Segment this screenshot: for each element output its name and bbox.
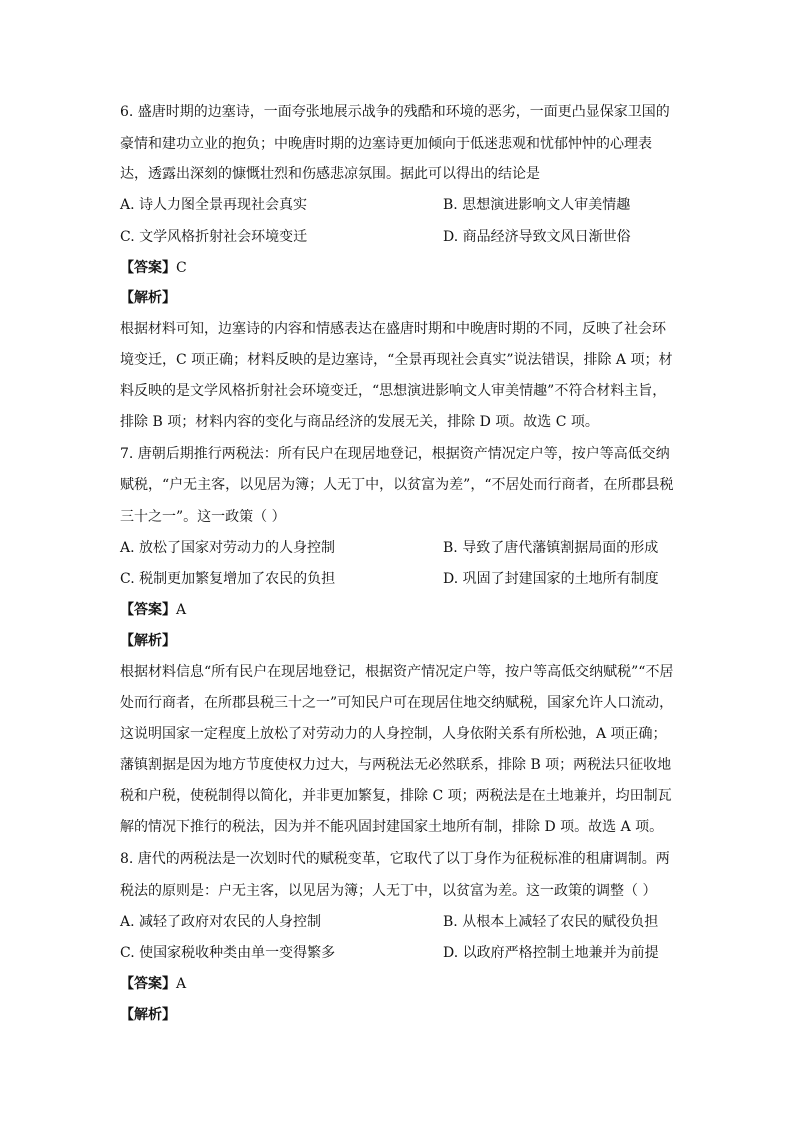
q6-option-c: C. 文学风格折射社会环境变迁 <box>120 229 308 245</box>
q8-option-b: B. 从根本上减轻了农民的赋役负担 <box>443 914 659 930</box>
q6-analysis-line-3: 料反映的是文学风格折射社会环境变迁，“思想演进影响文人审美情趣”不符合材料主旨， <box>120 383 667 399</box>
q6-answer-value: C <box>176 260 187 276</box>
q7-answer-value: A <box>176 602 187 618</box>
q7-answer <box>120 600 186 620</box>
q8-option-a: A. 减轻了政府对农民的人身控制 <box>120 914 322 930</box>
q6-analysis-line-2: 境变迁，C 项正确；材料反映的是边塞诗，“全景再现社会真实”说法错误，排除 A 项；材 <box>120 352 673 368</box>
q7-stem-line-2: 赋税，“户无主客，以见居为簿；人无丁中，以贫富为差”，“不居处而行商者，在所郡县税 <box>120 477 674 493</box>
q6-analysis-line-1: 根据材料可知，边塞诗的内容和情感表达在盛唐时期和中晚唐时期的不同，反映了社会环 <box>120 321 666 337</box>
q8-option-c: C. 使国家税收种类由单一变得繁多 <box>120 945 336 961</box>
q6-option-d: D. 商品经济导致文风日渐世俗 <box>443 229 631 245</box>
q8-stem-line-1: 8. 唐代的两税法是一次划时代的赋税变革，它取代了以丁身作为征税标准的租庸调制。两 <box>120 851 670 867</box>
q7-stem-line-3: 三十之一”。这一政策（ ） <box>120 509 286 525</box>
q8-analysis-label: 【解析】 <box>120 1007 176 1023</box>
q8-stem-line-2: 税法的原则是：户无主客，以见居为簿；人无丁中，以贫富为差。这一政策的调整（ ） <box>120 883 657 899</box>
q7-analysis-line-5: 税和户税，使税制得以简化，并非更加繁复，排除 C 项；两税法是在土地兼并，均田制瓦 <box>120 788 672 804</box>
q7-analysis-line-3: 这说明国家一定程度上放松了对劳动力的人身控制，人身依附关系有所松弛，A 项正确； <box>120 726 667 742</box>
q7-analysis-label: 【解析】 <box>120 633 176 649</box>
q7-answer-label: 【答案】 <box>120 602 176 618</box>
q7-option-c: C. 税制更加繁复增加了农民的负担 <box>120 571 336 587</box>
q6-analysis-label: 【解析】 <box>120 290 176 306</box>
q6-stem-line-1: 6. 盛唐时期的边塞诗，一面夸张地展示战争的残酷和环境的恶劣，一面更凸显保家卫国的 <box>120 104 670 120</box>
q7-option-a: A. 放松了国家对劳动力的人身控制 <box>120 540 336 556</box>
q7-analysis-line-1: 根据材料信息“所有民户在现居地登记，根据资产情况定户等，按户等高低交纳赋税”“不居 <box>120 664 674 680</box>
q8-option-d: D. 以政府严格控制土地兼并为前提 <box>443 945 659 961</box>
q6-answer-label: 【答案】 <box>120 260 176 276</box>
q7-analysis-line-2: 处而行商者，在所郡县税三十之一”可知民户可在现居住地交纳赋税，国家允许人口流动， <box>120 695 674 711</box>
q7-analysis-line-4: 藩镇割据是因为地方节度使权力过大，与两税法无必然联系，排除 B 项；两税法只征收地 <box>120 757 672 773</box>
q8-answer-label: 【答案】 <box>120 976 176 992</box>
q8-answer-value: A <box>176 976 187 992</box>
q6-option-b: B. 思想演进影响文人审美情趣 <box>443 197 631 213</box>
q7-stem-line-1: 7. 唐朝后期推行两税法：所有民户在现居地登记，根据资产情况定户等，按户等高低交纳 <box>120 446 670 462</box>
q6-analysis-line-4: 排除 B 项；材料内容的变化与商品经济的发展无关，排除 D 项。故选 C 项。 <box>120 414 599 430</box>
q7-option-b: B. 导致了唐代藩镇割据局面的形成 <box>443 540 659 556</box>
q7-analysis-line-6: 解的情况下推行的税法，因为并不能巩固封建国家土地所有制，排除 D 项。故选 A 项。 <box>120 819 664 835</box>
q8-answer <box>120 974 186 994</box>
q7-option-d: D. 巩固了封建国家的土地所有制度 <box>443 571 659 587</box>
q6-option-a: A. 诗人力图全景再现社会真实 <box>120 197 308 213</box>
q6-stem-line-2: 豪情和建功立业的抱负；中晚唐时期的边塞诗更加倾向于低迷悲观和忧郁忡忡的心理表 <box>120 136 652 152</box>
q6-answer <box>120 258 187 278</box>
q6-stem-line-3: 达，透露出深刻的慷慨壮烈和伤感悲凉氛围。据此可以得出的结论是 <box>120 166 540 182</box>
